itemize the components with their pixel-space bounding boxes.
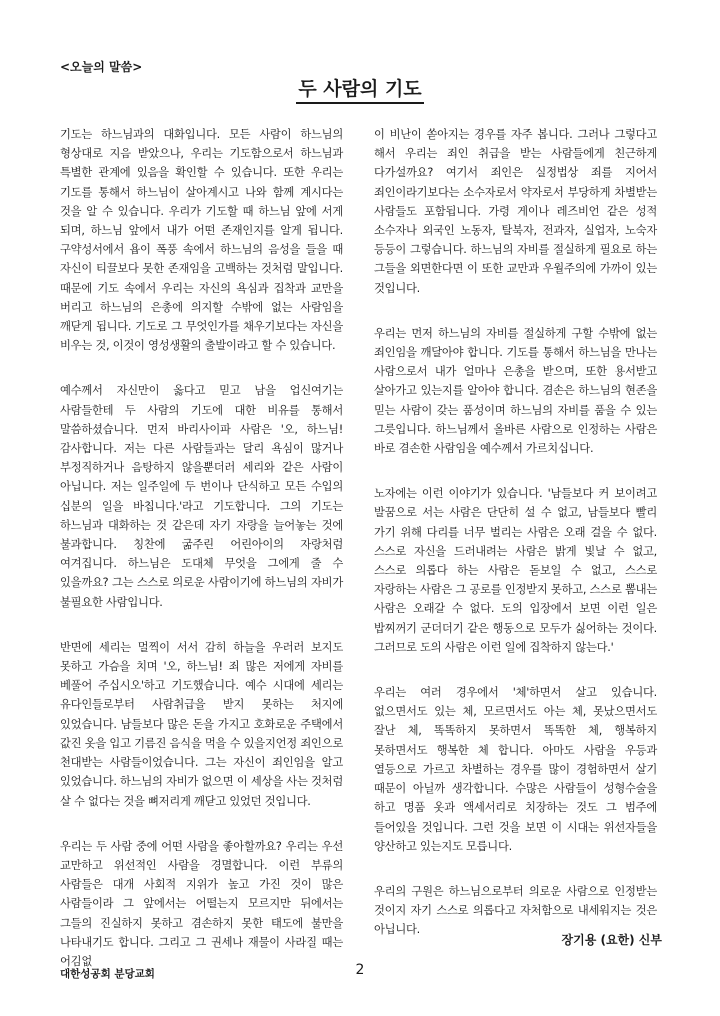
paragraph: 기도는 하느님과의 대화입니다. 모든 사람이 하느님의 형상대로 지음 받았으나, 우리는 기도함으로서 하느님과 특별한 관계에 있음을 확인할 수 있습니다. 또한 우리는 기도를 통해서 하느님이 살아계시고 나와 함께 계시다는 것을 알 수 있습니다. 우리가 기도할 때 하느님 앞에 서게 되며, 하느님 앞에서 내가 어떤 존재인지를 알게 됩니다. 구약성서에서 욥이 폭풍 속에서 하느님의 음성을 들을 때 자신이 티끌보다 못한 존재임을 고백하는 것처럼 말입니다. 때문에 기도 속에서 우리는 자신의 욕심과 집착과 교만을 버리고 하느님의 은총에 의지할 수밖에 없는 사람임을 깨닫게 됩니다. 기도로 그 무엇인가를 채우기보다는 자신을 비우는 것, 이것이 영성생활의 출발이라고 할 수 있습니다. [60, 128, 343, 353]
page-title: 두 사람의 기도 [296, 74, 423, 104]
left-column [60, 125, 343, 997]
paragraph: 예수께서 자신만이 옳다고 믿고 남을 업신여기는 사람들한테 두 사람의 기도에 대한 비유를 통해서 말씀하셨습니다. 먼저 바리사이파 사람은 '오, 하느님! 감사합니다. 저는 다른 사람들과는 달리 욕심이 많거나 부정직하거나 음탕하지 않을뿐더러 세리와 같은 사람이 아닙니다. 저는 일주일에 두 번이나 단식하고 모든 수입의 십분의 일을 바칩니다.'라고 기도합니다. 그의 기도는 하느님과 대화하는 것 같은데 자기 자랑을 늘어놓는 것에 불과합니다. 칭찬에 굶주린 어린아이의 자랑처럼 여겨집니다. 하느님은 도대체 무엇을 그에게 줄 수 있을까요? 그는 스스로 의로운 사람이기에 하느님의 자비가 불필요한 사람입니다. [60, 384, 343, 609]
paragraph: 우리는 먼저 하느님의 자비를 절실하게 구할 수밖에 없는 죄인임을 깨달아야 합니다. 기도를 통해서 하느님을 만나는 사람으로서 내가 얼마나 은총을 받으며, 또한 용서받고 살아가고 있는지를 알아야 합니다. 겸손은 하느님의 현존을 믿는 사람이 갖는 품성이며 하느님의 자비를 품을 수 있는 그릇입니다. 하느님께서 올바른 사람으로 인정하는 사람은 바로 겸손한 사람임을 예수께서 가르치십니다. [374, 326, 657, 456]
footer-organization: 대한성공회 분당교회 [60, 968, 155, 980]
page-title-wrap [0, 74, 720, 104]
paragraph: 우리의 구원은 하느님으로부터 의로운 사람으로 인정받는 것이지 자기 스스로 의롭다고 자처함으로 내세워지는 것은 아닙니다. [374, 884, 657, 937]
author-signature: 장기용 (요한) 신부 [561, 933, 662, 947]
page-number: 2 [355, 962, 365, 978]
paragraph: 노자에는 이런 이야기가 있습니다. '남들보다 커 보이려고 발꿈으로 서는 사람은 단단히 설 수 없고, 남들보다 빨리 가기 위해 다리를 너무 벌리는 사람은 오래 걸을 수 없다. 스스로 자신을 드러내려는 사람은 밝게 빛날 수 없고, 스스로 의롭다 하는 사람은 돋보일 수 없고, 스스로 자랑하는 사람은 그 공로를 인정받지 못하고, 스스로 뽐내는 사람은 오래갈 수 없다. 도의 입장에서 보면 이런 일은 밥찌꺼기 군더더기 같은 행동으로 모두가 싫어하는 것이다. 그러므로 도의 사람은 이런 일에 집착하지 않는다.' [374, 487, 657, 654]
paragraph: 이 비난이 쏟아지는 경우를 자주 봅니다. 그러나 그렇다고 해서 우리는 죄인 취급을 받는 사람들에게 친근하게 다가설까요? 여기서 죄인은 실정법상 죄를 지어서 죄인이라기보다는 소수자로서 약자로서 부당하게 차별받는 사람들도 포함됩니다. 가령 게이나 레즈비언 같은 성적 소수자나 외국인 노동자, 탈북자, 전과자, 실업자, 노숙자 등등이 그렇습니다. 하느님의 자비를 절실하게 필요로 하는 그들을 외면한다면 이 또한 교만과 우월주의에 가까이 있는 것입니다. [374, 128, 657, 295]
paragraph: 우리는 여러 경우에서 '체'하면서 살고 있습니다. 없으면서도 있는 체, 모르면서도 아는 체, 못났으면서도 잘난 체, 똑똑하지 못하면서 똑똑한 체, 행복하지 못하면서도 행복한 체 합니다. 아마도 사람을 우등과 열등으로 가르고 차별하는 경우를 많이 경험하면서 살기 때문이 아닐까 생각합니다. 수많은 사람들이 성형수술을 하고 명품 옷과 액세서리로 치장하는 것도 그 범주에 들어있을 것입니다. 그런 것을 보면 이 시대는 위선자들을 양산하고 있는지도 모릅니다. [374, 686, 657, 853]
paragraph: 반면에 세리는 멀찍이 서서 감히 하늘을 우러러 보지도 못하고 가슴을 치며 '오, 하느님! 죄 많은 저에게 자비를 베풀어 주십시오'하고 기도했습니다. 예수 시대에 세리는 유다인들로부터 사람취급을 받지 못하는 처지에 있었습니다. 남들보다 많은 돈을 가지고 호화로운 주택에서 값진 옷을 입고 기름진 음식을 먹을 수 있을지언정 죄인으로 천대받는 사람들이었습니다. 그는 자신이 죄인임을 알고 있었습니다. 하느님의 자비가 없으면 이 세상을 사는 것처럼 살 수 없다는 것을 뼈저리게 깨닫고 있었던 것입니다. [60, 640, 343, 808]
right-column [374, 125, 657, 966]
section-label: <오늘의 말씀> [60, 60, 143, 74]
paragraph: 우리는 두 사람 중에 어떤 사람을 좋아할까요? 우리는 우선 교만하고 위선적인 사람을 경멸합니다. 이런 부류의 사람들은 대개 사회적 지위가 높고 가진 것이 많은 사람들이라 그 앞에서는 어떨는지 모르지만 뒤에서는 그들의 진실하지 못하고 겸손하지 못한 태도에 불만을 나타내기도 합니다. 그리고 그 권세나 재물이 사라질 때는 어김없 [60, 839, 343, 968]
